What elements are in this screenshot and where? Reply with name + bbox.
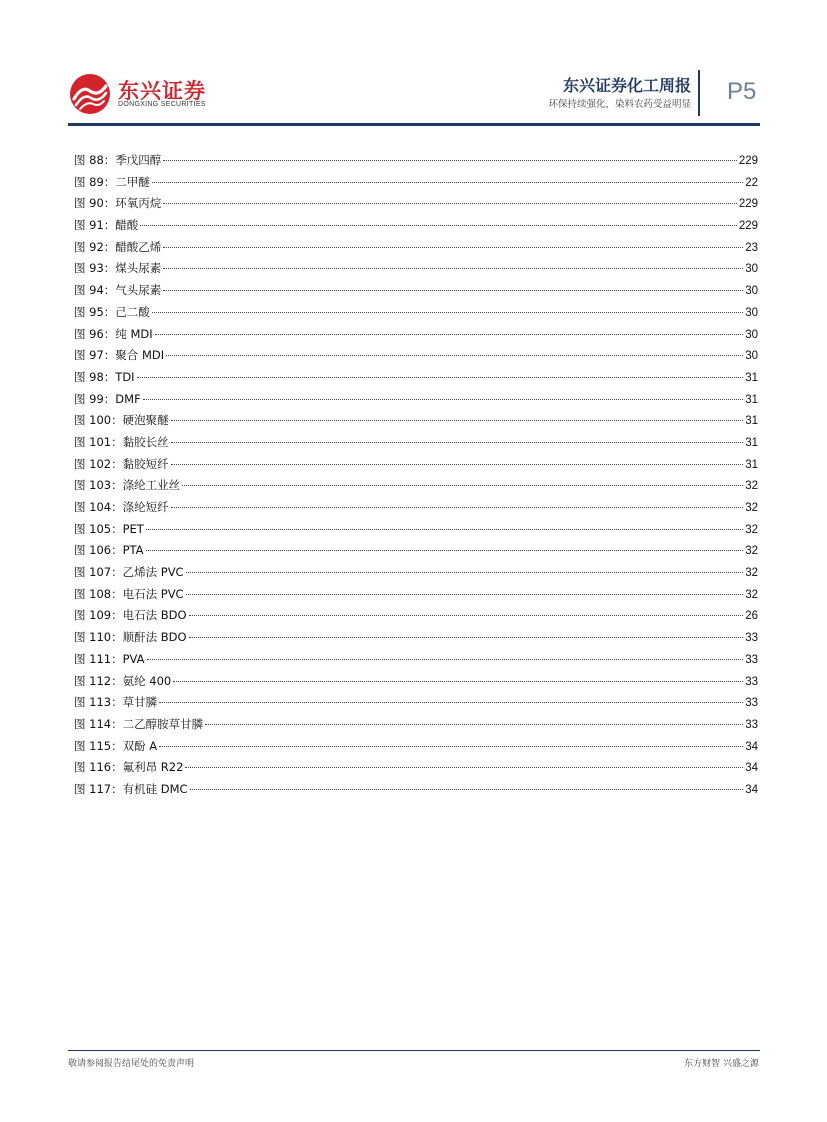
toc-dot-leader bbox=[147, 659, 744, 660]
toc-entry-page: 33 bbox=[745, 675, 758, 688]
toc-entry-page: 34 bbox=[745, 740, 758, 753]
toc-entry-page: 30 bbox=[745, 328, 758, 341]
toc-dot-leader bbox=[186, 594, 744, 595]
toc-entry-label: 图 97：聚合 MDI bbox=[74, 348, 165, 363]
toc-dot-leader bbox=[182, 485, 743, 486]
toc-dot-leader bbox=[163, 290, 743, 291]
toc-dot-leader bbox=[171, 464, 744, 465]
toc-entry-label: 图 104：涤纶短纤 bbox=[74, 500, 169, 514]
toc-entry-page: 33 bbox=[745, 697, 758, 710]
toc-entry[interactable] bbox=[74, 781, 758, 803]
toc-entry-page: 31 bbox=[745, 393, 758, 406]
header-rule bbox=[68, 123, 760, 126]
toc-entry[interactable] bbox=[74, 651, 758, 673]
toc-entry-label: 图 101：黏胶长丝 bbox=[74, 434, 169, 449]
toc-entry-label: 图 98：TDI bbox=[74, 369, 135, 384]
toc-entry-page: 33 bbox=[745, 632, 758, 645]
toc-entry-label: 图 100：硬泡聚醚 bbox=[74, 413, 169, 428]
toc-dot-leader bbox=[163, 160, 737, 161]
toc-entry[interactable] bbox=[74, 326, 758, 348]
toc-entry-label: 图 112：氨纶 400 bbox=[74, 673, 172, 688]
toc-dot-leader bbox=[163, 268, 743, 269]
toc-dot-leader bbox=[190, 789, 744, 790]
page-header bbox=[0, 0, 827, 130]
toc-entry[interactable] bbox=[74, 239, 758, 261]
toc-entry[interactable] bbox=[74, 629, 758, 651]
toc-entry-page: 32 bbox=[745, 480, 758, 493]
toc-entry[interactable] bbox=[74, 412, 758, 434]
toc-entry-label: 图 107：乙烯法 PVC bbox=[74, 565, 184, 580]
toc-dot-leader bbox=[186, 572, 744, 573]
footer-disclaimer: 敬请参阅报告结尾处的免责声明 bbox=[68, 1059, 195, 1069]
toc-entry-page: 33 bbox=[745, 653, 758, 666]
toc-entry-page: 32 bbox=[745, 567, 758, 580]
toc-entry[interactable] bbox=[74, 217, 758, 239]
toc-entry-page: 31 bbox=[745, 415, 758, 428]
toc-dot-leader bbox=[189, 615, 744, 616]
toc-dot-leader bbox=[171, 420, 744, 421]
toc-entry-label: 图 90：环氧丙烷 bbox=[74, 196, 162, 211]
toc-dot-leader bbox=[163, 247, 743, 248]
report-title: 东兴证券化工周报 bbox=[562, 76, 691, 95]
toc-dot-leader bbox=[171, 442, 744, 443]
toc-entry[interactable] bbox=[74, 195, 758, 217]
toc-entry-page: 34 bbox=[745, 762, 758, 775]
toc-entry-label: 图 117：有机硅 DMC bbox=[74, 781, 188, 796]
toc-entry[interactable] bbox=[74, 260, 758, 282]
toc-entry-label: 图 108：电石法 PVC bbox=[74, 586, 184, 601]
company-logo bbox=[68, 72, 268, 116]
toc-entry[interactable] bbox=[74, 673, 758, 695]
toc-entry-page: 229 bbox=[738, 155, 758, 167]
toc-entry[interactable] bbox=[74, 174, 758, 196]
toc-entry-page: 32 bbox=[745, 545, 758, 558]
toc-entry-label: 图 95：己二酸 bbox=[74, 304, 150, 319]
toc-dot-leader bbox=[143, 399, 744, 400]
toc-entry-label: 图 91：醋酸 bbox=[74, 218, 139, 233]
toc-dot-leader bbox=[189, 637, 744, 638]
toc-entry[interactable] bbox=[74, 716, 758, 738]
toc-entry-label: 图 116：氟利昂 R22 bbox=[74, 760, 184, 775]
toc-entry-page: 30 bbox=[745, 306, 758, 319]
toc-entry-page: 32 bbox=[745, 588, 758, 601]
toc-entry[interactable] bbox=[74, 586, 758, 608]
toc-entry-label: 图 109：电石法 BDO bbox=[74, 608, 187, 623]
toc-entry-label: 图 93：煤头尿素 bbox=[74, 261, 162, 276]
toc-entry-label: 图 92：醋酸乙烯 bbox=[74, 239, 162, 254]
toc-entry[interactable] bbox=[74, 738, 758, 760]
toc-entry-page: 229 bbox=[738, 220, 758, 233]
toc-entry-label: 图 89：二甲醚 bbox=[74, 174, 150, 189]
toc-entry-label: 图 94：气头尿素 bbox=[74, 283, 162, 298]
dongxing-logo-icon bbox=[68, 72, 112, 116]
logo-english-name: DONGXING SECURITIES bbox=[118, 101, 206, 108]
toc-entry[interactable] bbox=[74, 499, 758, 521]
toc-entry[interactable] bbox=[74, 391, 758, 413]
toc-entry-label: 图 106：PTA bbox=[74, 543, 144, 558]
toc-dot-leader bbox=[159, 702, 743, 703]
toc-dot-leader bbox=[152, 312, 743, 313]
toc-entry[interactable] bbox=[74, 434, 758, 456]
footer-slogan: 东方财智 兴盛之源 bbox=[684, 1059, 759, 1069]
figure-list bbox=[74, 152, 758, 803]
toc-entry[interactable] bbox=[74, 521, 758, 543]
toc-entry-page: 32 bbox=[745, 523, 758, 536]
toc-entry[interactable] bbox=[74, 152, 758, 174]
toc-entry-label: 图 99：DMF bbox=[74, 391, 141, 406]
toc-entry-page: 32 bbox=[745, 502, 758, 514]
toc-entry-page: 31 bbox=[745, 371, 758, 384]
toc-entry[interactable] bbox=[74, 347, 758, 369]
toc-entry[interactable] bbox=[74, 304, 758, 326]
toc-entry-label: 图 113：草甘膦 bbox=[74, 695, 158, 710]
toc-entry[interactable] bbox=[74, 282, 758, 304]
report-subtitle: 环保持续强化，染料农药受益明显 bbox=[548, 99, 691, 110]
toc-dot-leader bbox=[205, 724, 743, 725]
toc-dot-leader bbox=[173, 681, 743, 682]
toc-entry[interactable] bbox=[74, 694, 758, 716]
toc-entry-label: 图 103：涤纶工业丝 bbox=[74, 478, 181, 493]
toc-entry[interactable] bbox=[74, 477, 758, 499]
toc-entry-page: 26 bbox=[745, 610, 758, 623]
logo-chinese-name: 东兴证券 bbox=[118, 79, 206, 103]
toc-dot-leader bbox=[159, 746, 743, 747]
toc-entry-page: 30 bbox=[745, 285, 758, 298]
toc-entry-page: 31 bbox=[745, 436, 758, 449]
toc-dot-leader bbox=[146, 529, 743, 530]
toc-dot-leader bbox=[146, 550, 744, 551]
toc-entry[interactable] bbox=[74, 759, 758, 781]
header-divider bbox=[698, 70, 700, 116]
toc-entry-label: 图 105：PET bbox=[74, 521, 144, 536]
toc-entry-label: 图 115：双酚 A bbox=[74, 738, 158, 753]
toc-dot-leader bbox=[171, 507, 744, 508]
toc-entry-label: 图 102：黏胶短纤 bbox=[74, 456, 169, 471]
toc-entry-label: 图 114：二乙醇胺草甘膦 bbox=[74, 716, 204, 731]
toc-dot-leader bbox=[163, 203, 737, 204]
toc-entry[interactable] bbox=[74, 564, 758, 586]
toc-entry[interactable] bbox=[74, 369, 758, 391]
toc-dot-leader bbox=[137, 377, 744, 378]
toc-entry[interactable] bbox=[74, 607, 758, 629]
toc-entry-label: 图 88：季戊四醇 bbox=[74, 153, 162, 167]
toc-entry-page: 34 bbox=[745, 783, 758, 796]
toc-dot-leader bbox=[185, 767, 743, 768]
toc-entry[interactable] bbox=[74, 542, 758, 564]
toc-entry-page: 23 bbox=[745, 241, 758, 254]
page-number: P5 bbox=[727, 78, 757, 105]
toc-dot-leader bbox=[155, 334, 744, 335]
toc-entry-page: 30 bbox=[745, 350, 758, 363]
toc-entry-label: 图 110：顺酐法 BDO bbox=[74, 630, 187, 645]
toc-dot-leader bbox=[140, 225, 737, 226]
toc-entry-page: 31 bbox=[745, 458, 758, 471]
toc-entry-page: 22 bbox=[745, 176, 758, 189]
toc-entry-page: 33 bbox=[745, 718, 758, 731]
toc-entry-page: 30 bbox=[745, 263, 758, 276]
toc-entry-label: 图 111：PVA bbox=[74, 651, 145, 666]
toc-entry-page: 229 bbox=[738, 198, 758, 211]
toc-entry-label: 图 96：纯 MDI bbox=[74, 326, 153, 341]
toc-dot-leader bbox=[152, 182, 743, 183]
footer-rule bbox=[68, 1050, 760, 1051]
toc-entry[interactable] bbox=[74, 456, 758, 478]
toc-dot-leader bbox=[166, 355, 743, 356]
